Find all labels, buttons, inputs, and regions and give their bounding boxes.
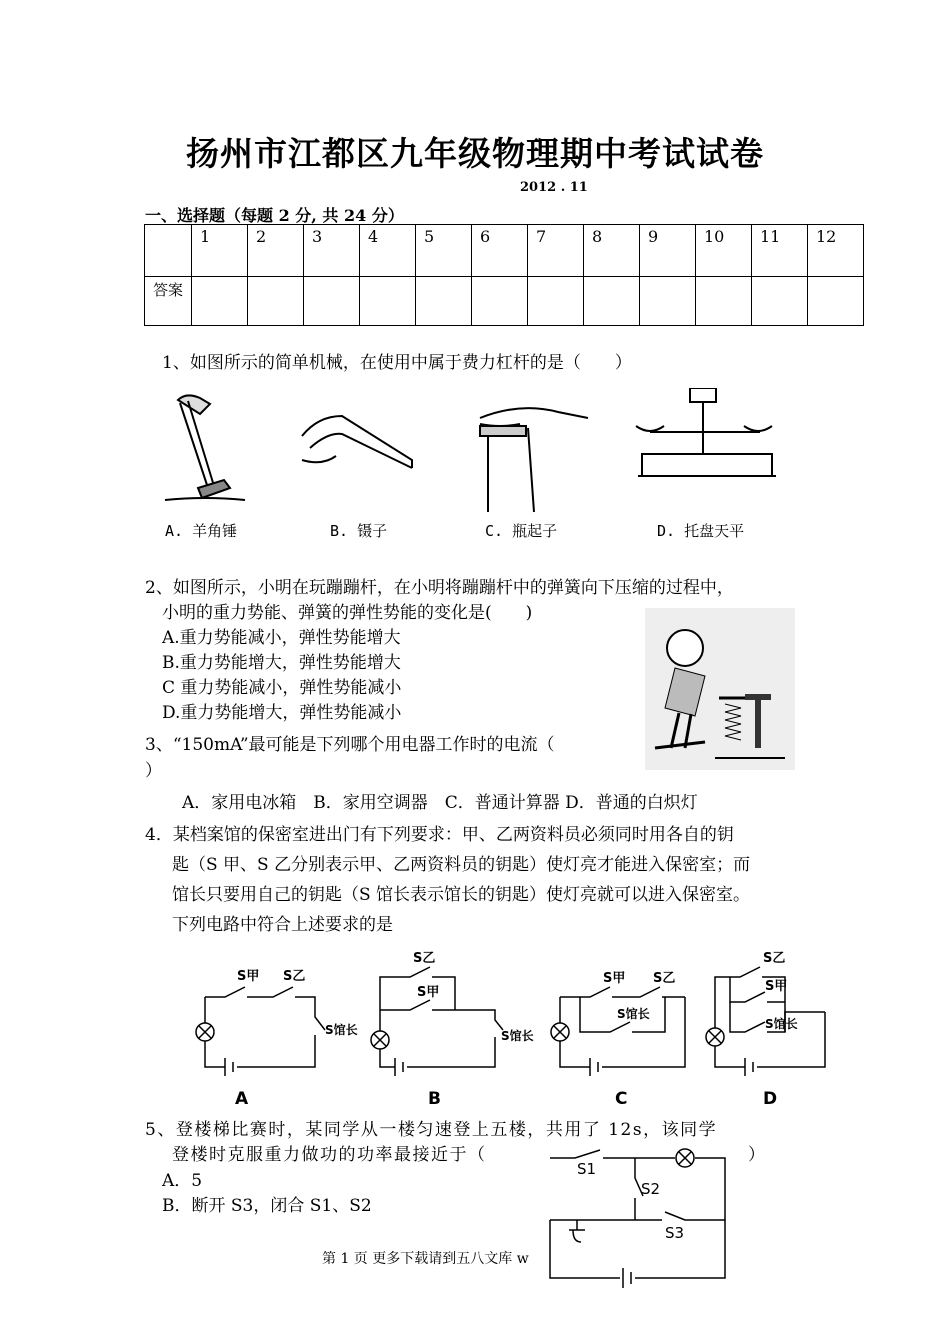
answer-table <box>144 224 864 326</box>
answer-cell[interactable] <box>192 277 248 326</box>
q3-options: A．家用电冰箱 B．家用空调器 C．普通计算器 D．普通的白炽灯 <box>182 793 698 813</box>
q2-option-d: D.重力势能增大，弹性势能减小 <box>162 703 402 723</box>
answer-cell[interactable] <box>248 277 304 326</box>
answer-row-label: 答案 <box>145 277 192 326</box>
circuit-label-a: A <box>235 1089 249 1109</box>
switch-label: S乙 <box>283 969 306 984</box>
q3-text-2: ） <box>145 761 162 781</box>
question-number-cell: 5 <box>416 225 472 277</box>
q4-line-4: 下列电路中符合上述要求的是 <box>172 915 393 935</box>
q3-text: 3、“150mA”最可能是下列哪个用电器工作时的电流（ <box>145 735 555 755</box>
circuit-a <box>196 987 325 1076</box>
answer-cell[interactable] <box>360 277 416 326</box>
switch-label: S甲 <box>603 971 626 986</box>
switch-label: S甲 <box>765 979 788 994</box>
circuit-c <box>551 987 685 1076</box>
circuit-b <box>371 967 503 1076</box>
question-number-cell: 8 <box>584 225 640 277</box>
answer-cell[interactable] <box>472 277 528 326</box>
q1-caption-a: A. 羊角锤 <box>165 522 238 540</box>
switch-label: S3 <box>665 1224 685 1242</box>
switch-label: S乙 <box>763 951 786 966</box>
answer-cell[interactable] <box>528 277 584 326</box>
claw-hammer-figure <box>165 395 245 500</box>
answer-cell[interactable] <box>696 277 752 326</box>
q4-circuits <box>185 942 835 1110</box>
q2-option-a: A.重力势能减小，弹性势能增大 <box>162 628 401 648</box>
answer-cell[interactable] <box>584 277 640 326</box>
question-number-cell: 1 <box>192 225 248 277</box>
switch-label: S馆长 <box>501 1029 534 1043</box>
bottle-opener-figure <box>480 408 588 512</box>
switch-label: S2 <box>641 1180 661 1198</box>
exam-date: 2012 . 11 <box>520 180 588 195</box>
circuit-label-d: D <box>763 1089 778 1109</box>
question-number-cell: 10 <box>696 225 752 277</box>
q1-text: 1、如图所示的简单机械，在使用中属于费力杠杆的是（ ） <box>162 353 632 373</box>
q4-line-2: 匙（S 甲、S 乙分别表示甲、乙两资料员的钥匙）使灯亮才能进入保密室；而 <box>172 855 751 875</box>
question-number-cell: 7 <box>528 225 584 277</box>
circuit-label-c: C <box>615 1089 628 1109</box>
tweezers-figure <box>302 416 412 468</box>
question-number-cell: 12 <box>808 225 864 277</box>
balance-figure <box>636 388 776 476</box>
q1-caption-b: B. 镊子 <box>330 522 388 540</box>
switch-label: S1 <box>577 1160 597 1178</box>
q2-option-c: C 重力势能减小，弹性势能减小 <box>162 678 402 698</box>
switch-label: S馆长 <box>617 1007 650 1021</box>
q5-circuit <box>545 1148 735 1288</box>
pogo-stick-figure <box>645 608 795 770</box>
question-number-cell: 9 <box>640 225 696 277</box>
section-heading: 一、选择题（每题 2 分, 共 24 分） <box>145 206 404 225</box>
q2-text: 2、如图所示，小明在玩蹦蹦杆，在小明将蹦蹦杆中的弹簧向下压缩的过程中， <box>145 578 734 598</box>
q5-option-a: A．5 <box>162 1171 203 1191</box>
switch-label: S乙 <box>413 951 436 966</box>
answer-cell[interactable] <box>752 277 808 326</box>
question-number-cell: 11 <box>752 225 808 277</box>
switch-label: S乙 <box>653 971 676 986</box>
answer-cell[interactable] <box>304 277 360 326</box>
q2-text-2: 小明的重力势能、弹簧的弹性势能的变化是( ) <box>162 603 533 623</box>
question-number-cell: 6 <box>472 225 528 277</box>
switch-label: S馆长 <box>765 1017 798 1031</box>
q1-caption-d: D. 托盘天平 <box>657 522 745 540</box>
answer-cell[interactable] <box>808 277 864 326</box>
page-title: 扬州市江都区九年级物理期中考试试卷 <box>186 134 764 173</box>
answer-cell[interactable] <box>640 277 696 326</box>
q5-line-2-end: ） <box>748 1145 765 1165</box>
q5-line-2: 登楼时克服重力做功的功率最接近于（ <box>172 1145 487 1165</box>
switch-label: S馆长 <box>325 1023 358 1037</box>
question-number-cell: 3 <box>304 225 360 277</box>
question-number-cell: 4 <box>360 225 416 277</box>
q2-option-b: B.重力势能增大，弹性势能增大 <box>162 653 401 673</box>
q5-line-1: 5、登楼梯比赛时，某同学从一楼匀速登上五楼，共用了 12s，该同学 <box>145 1120 718 1140</box>
q1-figures <box>150 388 800 518</box>
q4-line-1: 4．某档案馆的保密室进出门有下列要求：甲、乙两资料员必须同时用各自的钥 <box>145 825 734 845</box>
circuit-label-b: B <box>428 1089 441 1109</box>
switch-label: S甲 <box>237 969 260 984</box>
q5-option-b: B．断开 S3，闭合 S1、S2 <box>162 1196 372 1216</box>
answer-cell[interactable] <box>416 277 472 326</box>
switch-label: S甲 <box>417 985 440 1000</box>
q1-caption-c: C. 瓶起子 <box>485 522 558 540</box>
answer-table-corner <box>145 225 192 277</box>
question-number-cell: 2 <box>248 225 304 277</box>
q4-line-3: 馆长只要用自己的钥匙（S 馆长表示馆长的钥匙）使灯亮就可以进入保密室。 <box>172 885 751 905</box>
page-footer: 第 1 页 更多下载请到五八文库 w <box>322 1251 529 1267</box>
